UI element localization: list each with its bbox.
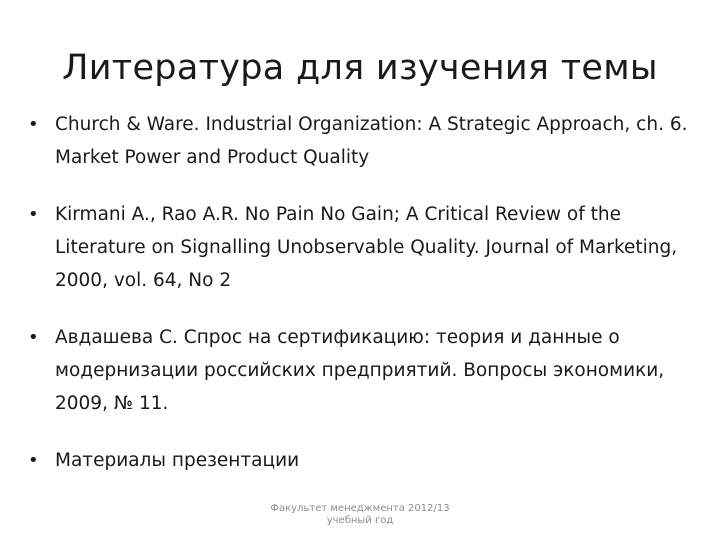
- slide-title: Литература для изучения темы: [62, 48, 658, 88]
- slide-footer: [250, 503, 470, 527]
- footer-line-year: учебный год: [326, 515, 394, 526]
- bullet-icon: •: [28, 450, 39, 471]
- footer-line-faculty: Факультет менеджмента 2012/13: [270, 503, 450, 514]
- bullet-icon: •: [28, 114, 39, 135]
- reference-text: Авдашева С. Спрос на сертификацию: теория и данные о модернизации российских предприятий. Вопросы экономики, 2009, № 11.: [55, 327, 665, 414]
- reference-item-kirmani-rao: [28, 198, 704, 297]
- reference-list: [28, 108, 704, 501]
- reference-item-church-ware: [28, 108, 704, 174]
- reference-text: Kirmani A., Rao A.R. No Pain No Gain; A Critical Review of the Literature on Signalling Unobservable Quality. Journal of Marketing, 2000, vol. 64, No 2: [55, 204, 678, 291]
- reference-item-avdasheva: [28, 321, 704, 420]
- reference-item-presentation-materials: [28, 444, 704, 477]
- reference-text: Материалы презентации: [55, 450, 300, 471]
- reference-text: Church & Ware. Industrial Organization: A Strategic Approach, ch. 6. Market Power and Product Quality: [55, 114, 688, 168]
- bullet-icon: •: [28, 327, 39, 348]
- bullet-icon: •: [28, 204, 39, 225]
